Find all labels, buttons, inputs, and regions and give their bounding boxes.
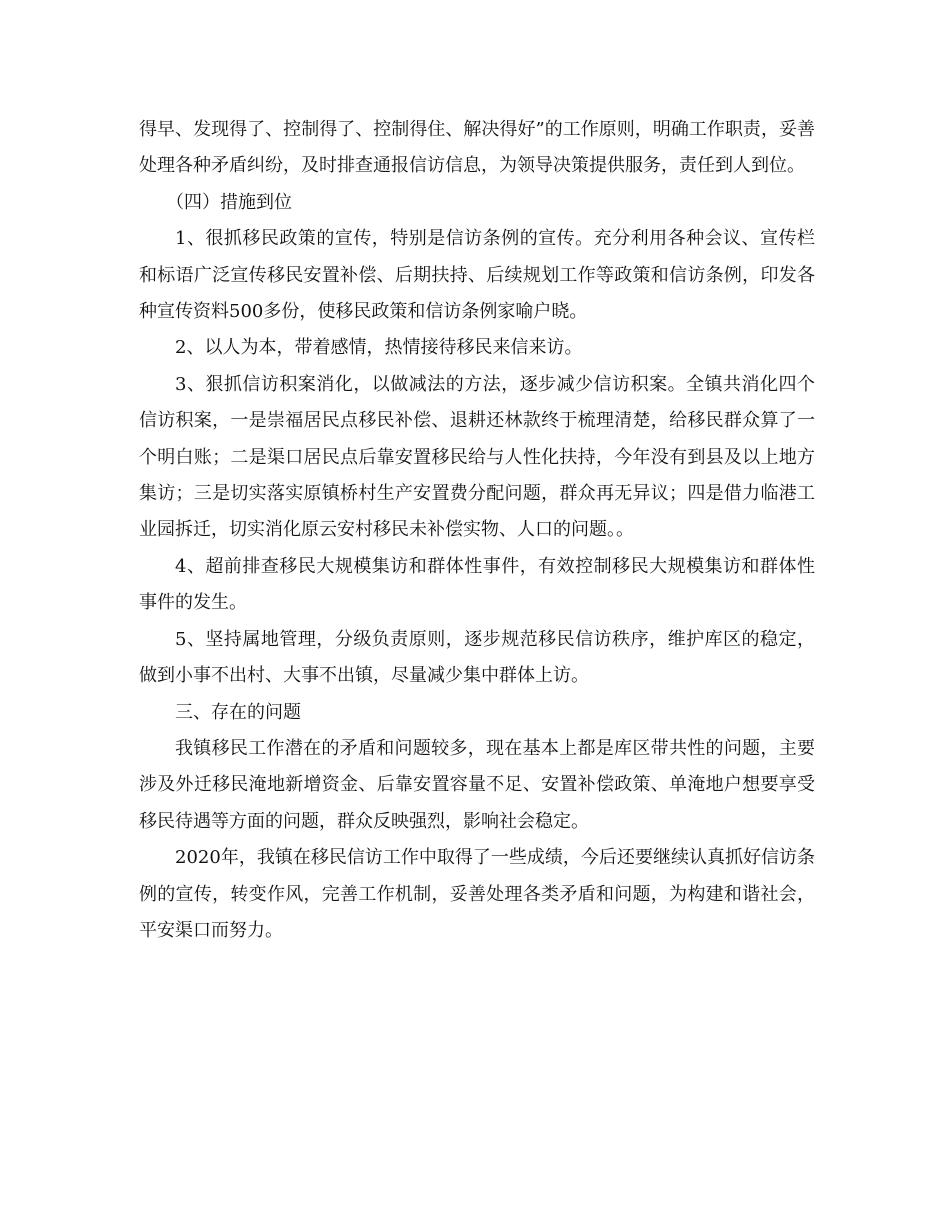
paragraph-item-4: 4、超前排查移民大规模集访和群体性事件，有效控制移民大规模集访和群体性事件的发生。 [139,555,815,614]
paragraph-problems: 我镇移民工作潜在的矛盾和问题较多，现在基本上都是库区带共性的问题，主要涉及外迁移民淹地新增资金、后靠安置容量不足、安置补偿政策、单淹地户想要享受移民待遇等方面的问题，群众反映强烈，影响社会稳定。 [139,737,815,832]
paragraph-conclusion: 2020年，我镇在移民信访工作中取得了一些成绩，今后还要继续认真抓好信访条例的宣传，转变作风，完善工作机制，妥善处理各类矛盾和问题，为构建和谐社会，平安渠口而努力。 [139,847,815,941]
section-heading-problems: 三、存在的问题 [175,701,301,723]
paragraph-item-2: 2、以人为本，带着感情，热情接待移民来信来访。 [175,337,583,359]
paragraph-continued: 得早、发现得了、控制得了、控制得住、解决得好”的工作原则，明确工作职责，妥善处理各种矛盾纠纷，及时排查通报信访信息，为领导决策提供服务，责任到人到位。 [139,119,815,177]
subheading-measures: （四）措施到位 [166,191,292,213]
document-page [139,112,815,949]
paragraph-item-1: 1、很抓移民政策的宣传，特别是信访条例的宣传。充分利用各种会议、宣传栏和标语广泛宣传移民安置补偿、后期扶持、后续规划工作等政策和信访条例，印发各种宣传资料500多份，使移民政策和信访条例家喻户晓。 [139,228,815,323]
paragraph-item-3: 3、狠抓信访积案消化，以做减法的方法，逐步减少信访积案。全镇共消化四个信访积案，一是崇福居民点移民补偿、退耕还林款终于梳理清楚，给移民群众算了一个明白账；二是渠口居民点后靠安置移民给与人性化扶持，今年没有到县及以上地方集访；三是切实落实原镇桥村生产安置费分配问题，群众再无异议；四是借力临港工业园拆迁，切实消化原云安村移民未补偿实物、人口的问题。。 [139,373,815,541]
paragraph-item-5: 5、坚持属地管理，分级负责原则，逐步规范移民信访秩序，维护库区的稳定，做到小事不出村、大事不出镇，尽量减少集中群体上访。 [139,628,815,687]
